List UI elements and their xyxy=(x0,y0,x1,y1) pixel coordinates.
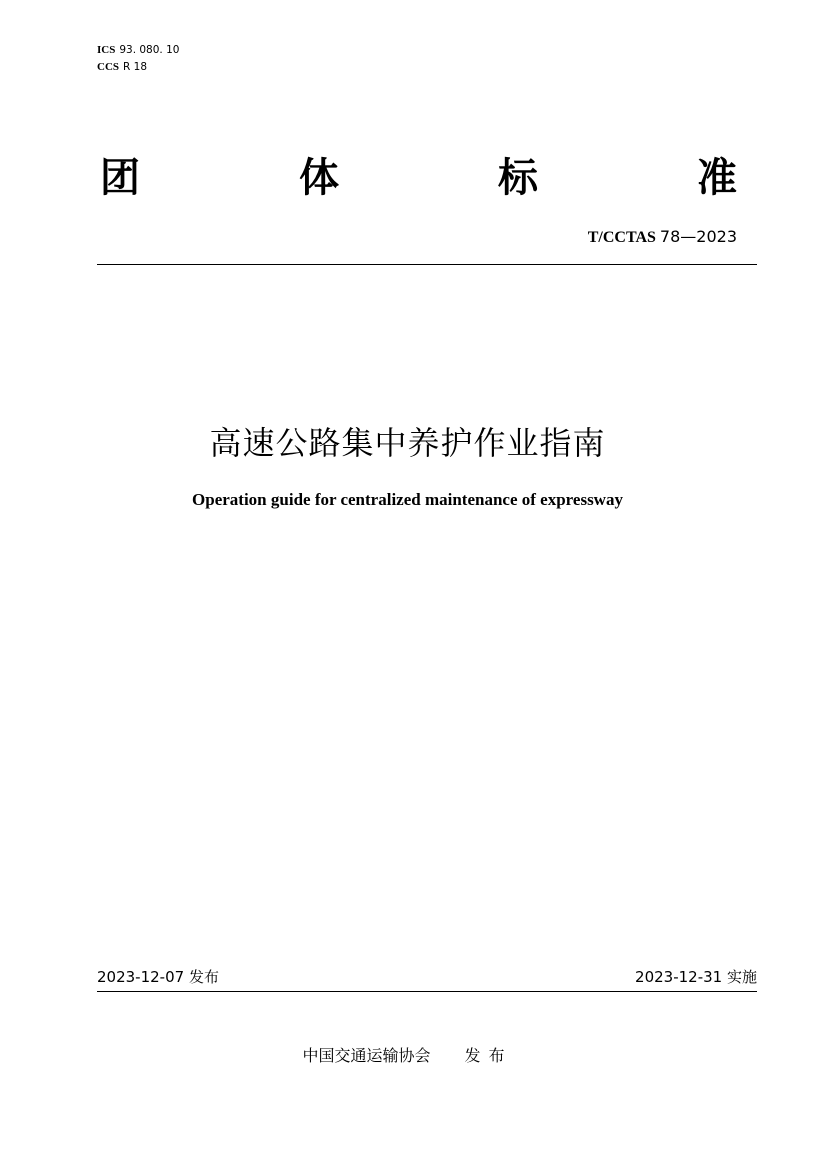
publisher-line xyxy=(0,1043,815,1066)
footer-divider xyxy=(97,991,757,992)
ics-label: ICS xyxy=(97,44,116,56)
publisher-name: 中国交通运输协会 xyxy=(302,1046,431,1065)
category-char: 准 xyxy=(697,155,737,201)
header-divider xyxy=(97,264,757,265)
standard-category-title xyxy=(100,150,737,206)
ccs-value: R 18 xyxy=(123,61,148,73)
ics-code xyxy=(97,42,179,59)
ics-value: 93. 080. 10 xyxy=(119,44,180,56)
standard-code: 78—2023 xyxy=(659,227,737,246)
category-char: 团 xyxy=(100,155,140,201)
standard-number xyxy=(588,227,737,247)
issue-date: 2023-12-07 发布 xyxy=(97,968,219,986)
document-title-en: Operation guide for centralized maintenance of expressway xyxy=(192,490,623,509)
standard-prefix: T/CCTAS xyxy=(587,229,656,246)
ccs-label: CCS xyxy=(97,61,120,73)
classification-codes xyxy=(97,42,179,76)
ccs-code xyxy=(97,59,179,76)
category-char: 体 xyxy=(299,155,339,201)
category-char: 标 xyxy=(498,155,538,201)
publish-action: 发布 xyxy=(464,1046,513,1065)
effective-date: 2023-12-31 实施 xyxy=(635,968,757,986)
document-title-zh: 高速公路集中养护作业指南 xyxy=(209,424,606,462)
